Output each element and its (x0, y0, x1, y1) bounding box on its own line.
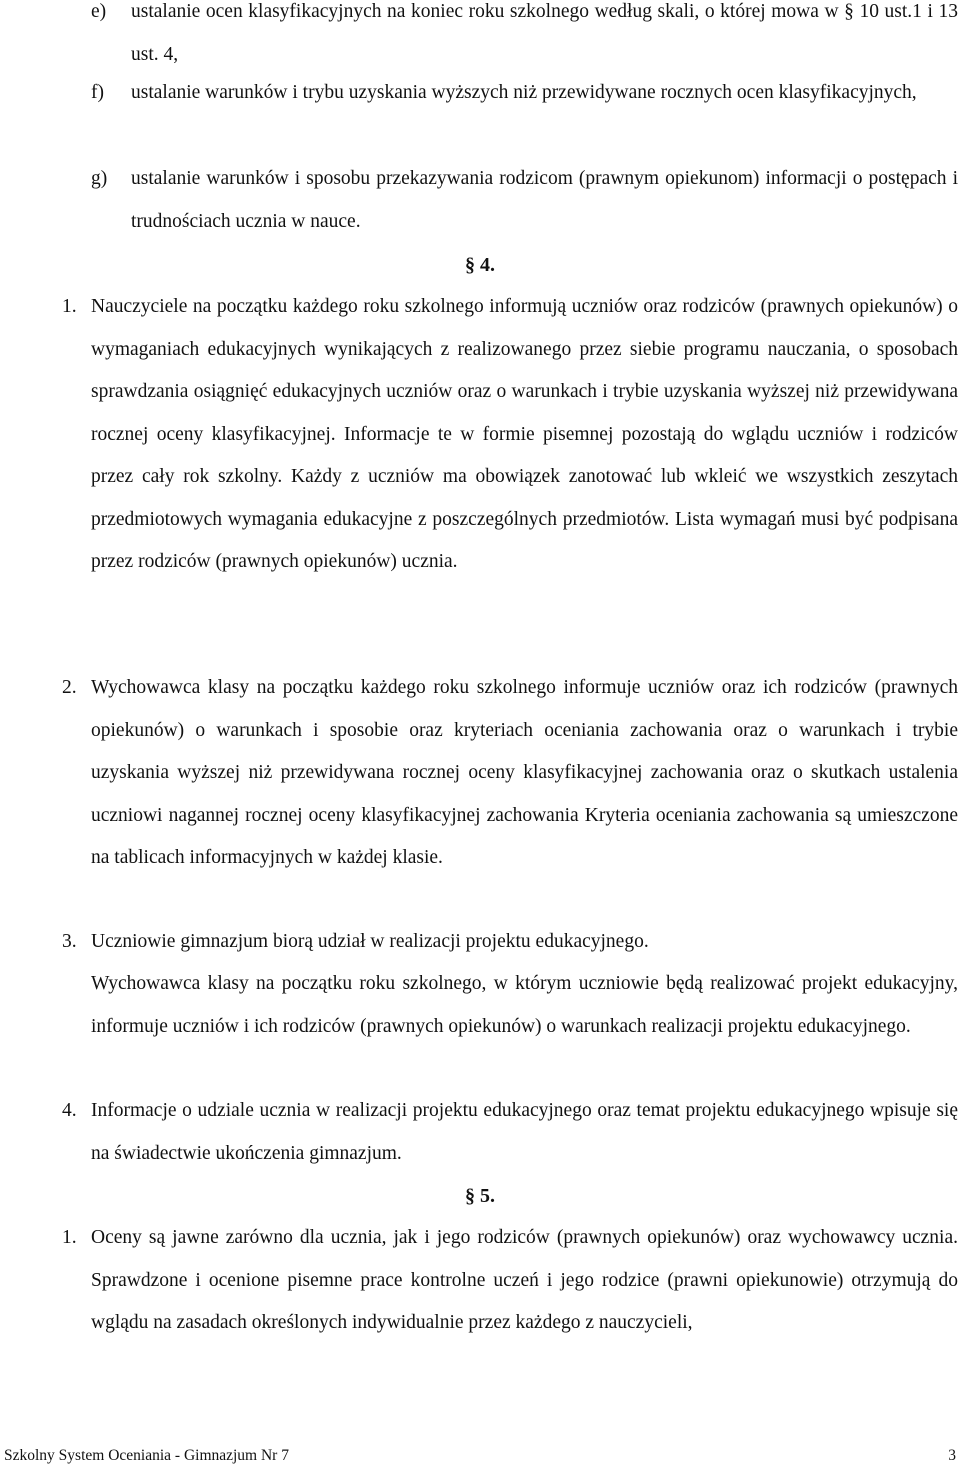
list-item-text: ustalanie warunków i trybu uzyskania wyższych niż przewidywane rocznych ocen klasyfikacyjnych, (131, 82, 917, 103)
section-heading-4: § 4. (465, 254, 495, 276)
paragraph-number: 2. (62, 677, 77, 698)
paragraph-number: 4. (62, 1100, 77, 1121)
paragraph-text: Nauczyciele na początku każdego roku szkolnego informują uczniów oraz rodziców (prawnych opiekunów) o wymaganiach edukacyjnych wynikających z realizowanego przez siebie programu nauczania, o sposobach sprawdzania osiągnięć edukacyjnych uczniów oraz o warunkach i trybie uzyskania wyższej niż przewidywana rocznej oceny klasyfikacyjnej. Informacje te w formie pisemnej pozostają do wglądu uczniów i rodziców przez cały rok szkolny. Każdy z uczniów ma obowiązek zanotować lub wkleić we wszystkich zeszytach przedmiotowych wymagania edukacyjne z poszczególnych przedmiotów. Lista wymagań musi być podpisana przez rodziców (prawnych opiekunów) ucznia. (91, 296, 958, 572)
page-footer (4, 1446, 956, 1466)
paragraph-text: Wychowawca klasy na początku każdego roku szkolnego informuje uczniów oraz ich rodziców (prawnych opiekunów) o warunkach i sposobie oraz kryteriach oceniania zachowania oraz o warunkach i trybie uzyskania wyższej niż przewidywana rocznej oceny klasyfikacyjnej zachowania oraz o skutkach ustalenia uczniowi nagannej rocznej oceny klasyfikacyjnej zachowania Kryteria oceniania zachowania są umieszczone na tablicach informacyjnych w każdej klasie. (91, 677, 958, 868)
paragraph-number: 1. (62, 1227, 77, 1248)
list-marker: g) (91, 168, 108, 189)
paragraph-text: Informacje o udziale ucznia w realizacji projektu edukacyjnego oraz temat projektu edukacyjnego wpisuje się na świadectwie ukończenia gimnazjum. (91, 1100, 958, 1164)
list-item-text: ustalanie ocen klasyfikacyjnych na koniec roku szkolnego według skali, o której mowa w § 10 ust.1 i 13 ust. 4, (131, 1, 958, 65)
paragraph-4-2 (62, 667, 958, 880)
paragraph-number: 1. (62, 296, 77, 317)
section-heading-5: § 5. (465, 1185, 495, 1207)
paragraph-5-1 (62, 1217, 958, 1345)
list-item-f (91, 72, 958, 115)
paragraph-4-3 (62, 921, 958, 964)
paragraph-text: Oceny są jawne zarówno dla ucznia, jak i jego rodziców (prawnych opiekunów) oraz wychowawcy ucznia. Sprawdzone i ocenione pisemne prace kontrolne uczeń i jego rodzice (prawni opiekunowie) otrzymują do wglądu na zasadach określonych indywidualnie przez każdego z nauczycieli, (91, 1227, 958, 1333)
footer-title: Szkolny System Oceniania - Gimnazjum Nr 7 (4, 1447, 289, 1464)
list-marker: f) (91, 82, 104, 103)
paragraph-text: Uczniowie gimnazjum biorą udział w realizacji projektu edukacyjnego. (91, 931, 649, 952)
list-item-text: ustalanie warunków i sposobu przekazywania rodzicom (prawnym opiekunom) informacji o postępach i trudnościach ucznia w nauce. (131, 168, 958, 232)
list-item-e (91, 0, 958, 76)
paragraph-text: Wychowawca klasy na początku roku szkolnego, w którym uczniowie będą realizować projekt edukacyjny, informuje uczniów i ich rodziców (prawnych opiekunów) o warunkach realizacji projektu edukacyjnego. (91, 973, 958, 1037)
list-item-g (91, 158, 958, 243)
paragraph-4-3-continuation (91, 963, 958, 1048)
paragraph-number: 3. (62, 931, 77, 952)
paragraph-4-1 (62, 286, 958, 584)
paragraph-4-4 (62, 1090, 958, 1175)
page-number: 3 (948, 1447, 956, 1464)
list-marker: e) (91, 1, 107, 22)
